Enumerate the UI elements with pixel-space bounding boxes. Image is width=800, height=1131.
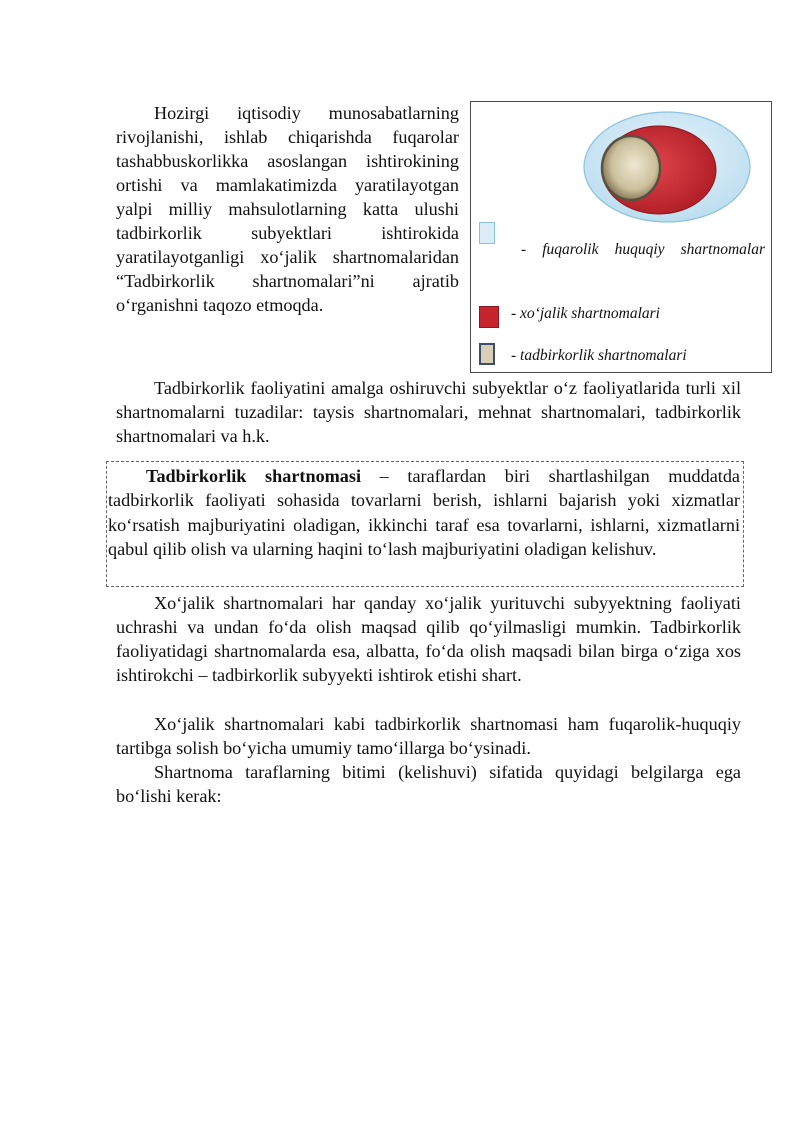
nested-ellipses-diagram — [471, 102, 773, 374]
paragraph-economic-vs-entrepreneurial: Xo‘jalik shartnomalari har qanday xo‘jalik yurituvchi subyyektning faoliyati uchrashi va undan fo‘da olish maqsad qilib qo‘yilmasligi mumkin. Tadbirkorlik faoliyatidagi shartnomalarda esa, albatta, fo‘da olish maqsadi bilan birga o‘ziga xos ishtirokchi – tadbirkorlik subyyekti ishtirok etishi shart. — [116, 593, 741, 685]
paragraph-subjects: Tadbirkorlik faoliyatini amalga oshiruvchi subyektlar o‘z faoliyatlarida turli xil shartnomalarni tuzadilar: taysis shartnomalari, mehnat shartnomalari, tadbirkorlik shartnomalari va h.k. — [116, 378, 741, 446]
intro-paragraph: Hozirgi iqtisodiy munosabatlarning rivojlanishi, ishlab chiqarishda fuqarolar tashabbuskorlikka asoslangan ishtirokining ortishi va mamlakatimizda yaratilayotgan yalpi milliy mahsulotlarning katta ulushi tadbirkorlik subyektlari ishtirokida yaratilayotganligi xo‘jalik shartnomalaridan “Tadbirkorlik shartnomalari”ni ajratib o‘rganishni taqozo etmoqda. — [116, 103, 459, 315]
paragraph-regulation: Xo‘jalik shartnomalari kabi tadbirkorlik shartnomasi ham fuqarolik-huquqiy tartibga solish bo‘yicha umumiy tamo‘illarga bo‘ysinadi. — [116, 714, 741, 758]
legend-swatch-economic — [479, 306, 499, 328]
intro-column — [116, 101, 459, 317]
entrepreneurial-contracts-set — [602, 136, 660, 200]
contracts-nesting-figure — [470, 101, 772, 373]
paragraph-features-intro: Shartnoma taraflarning bitimi (kelishuvi) sifatida quyidagi belgilarga ega bo‘lishi kerak: — [116, 762, 741, 806]
definition-term: Tadbirkorlik shartnomasi — [146, 466, 362, 486]
legend-label-entrepreneurial: - tadbirkorlik shartnomalari — [511, 347, 687, 364]
legend-label-civil: - fuqarolik huquqiy shartnomalar — [521, 241, 765, 258]
legend-swatch-entrepreneurial — [479, 343, 495, 365]
definition-text: – taraflardan biri shartlashilgan muddatda tadbirkorlik faoliyati sohasida tovarlarni berish, ishlarni bajarish yoki xizmatlar ko‘rsatish majburiyatini oladigan, ikkinchi taraf esa tovarlarni, ishlarni, xizmatlarni qabul qilib olish va ularning haqini to‘lash majburiyatini oladigan kelishuv. — [108, 466, 740, 560]
definition-box — [106, 461, 744, 587]
definition-paragraph — [108, 464, 740, 562]
legend-label-economic: - xo‘jalik shartnomalari — [511, 305, 660, 322]
